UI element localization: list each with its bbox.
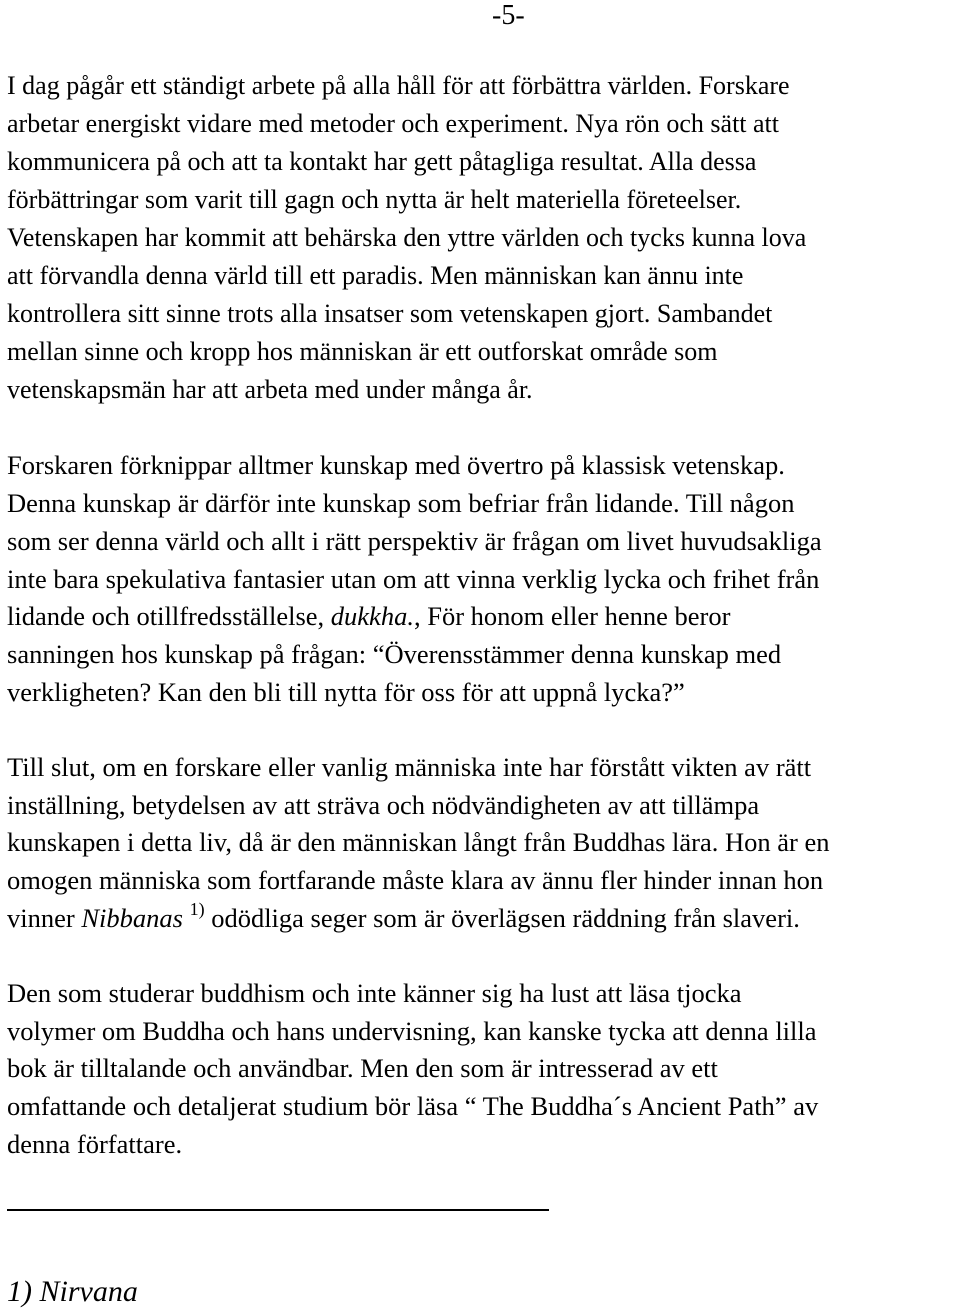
text-line: I dag pågår ett ständigt arbete på alla håll för att förbättra världen. Forskare (7, 71, 790, 100)
text-line: kommunicera på och att ta kontakt har gett påtagliga resultat. Alla dessa (7, 147, 757, 176)
footnote-divider (7, 1209, 549, 1211)
page-number: -5- (492, 0, 525, 31)
text-line (7, 899, 800, 937)
text-line: verkligheten? Kan den bli till nytta för oss för att uppnå lycka?” (7, 677, 685, 707)
text-line: bok är tilltalande och användbar. Men den som är intresserad av ett (7, 1053, 718, 1083)
text-segment: odödliga seger som är överlägsen räddning från slaveri. (204, 903, 800, 933)
text-segment: lidande och otillfredsställelse, (7, 601, 331, 631)
text-line: omogen människa som fortfarande måste klara av ännu fler hinder innan hon (7, 865, 824, 895)
text-line: volymer om Buddha och hans undervisning, kan kanske tycka att denna lilla (7, 1016, 817, 1046)
footnote: 1) Nirvana (7, 1275, 138, 1308)
text-line: inställning, betydelsen av att sträva och nödvändigheten av att tillämpa (7, 790, 760, 820)
text-line: arbetar energiskt vidare med metoder och experiment. Nya rön och sätt att (7, 109, 780, 138)
text-line: kontrollera sitt sinne trots alla insatser som vetenskapen gjort. Sambandet (7, 299, 773, 328)
text-line: mellan sinne och kropp hos människan är ett outforskat område som (7, 337, 718, 366)
text-line: Till slut, om en forskare eller vanlig människa inte har förstått vikten av rätt (7, 752, 812, 782)
text-line: Den som studerar buddhism och inte känner sig ha lust att läsa tjocka (7, 978, 742, 1008)
text-line: Denna kunskap är därför inte kunskap som befriar från lidande. Till någon (7, 488, 795, 518)
text-line: omfattande och detaljerat studium bör läsa “ The Buddha´s Ancient Path” av (7, 1091, 819, 1121)
text-segment: vinner (7, 903, 82, 933)
text-line: som ser denna värld och allt i rätt perspektiv är frågan om livet huvudsakliga (7, 526, 822, 556)
italic-term: dukkha. (330, 601, 414, 631)
italic-term: Nibbanas (81, 903, 183, 933)
text-line: Vetenskapen har kommit att behärska den yttre världen och tycks kunna lova (7, 223, 807, 252)
text-line: denna författare. (7, 1129, 183, 1159)
text-line: Forskaren förknippar alltmer kunskap med övertro på klassisk vetenskap. (7, 450, 785, 480)
text-line: kunskapen i detta liv, då är den människan långt från Buddhas lära. Hon är en (7, 827, 830, 857)
text-line: inte bara spekulativa fantasier utan om att vinna verklig lycka och frihet från (7, 564, 820, 594)
text-line (7, 600, 730, 632)
text-line: sanningen hos kunskap på frågan: “Överensstämmer denna kunskap med (7, 639, 782, 669)
text-line: vetenskapsmän har att arbeta med under många år. (7, 375, 533, 404)
text-line: förbättringar som varit till gagn och nytta är helt materiella företeelser. (7, 185, 742, 214)
text-segment: , För honom eller henne beror (413, 601, 731, 631)
text-line: att förvandla denna värld till ett paradis. Men människan kan ännu inte (7, 261, 744, 290)
footnote-marker: 1) (189, 899, 205, 919)
